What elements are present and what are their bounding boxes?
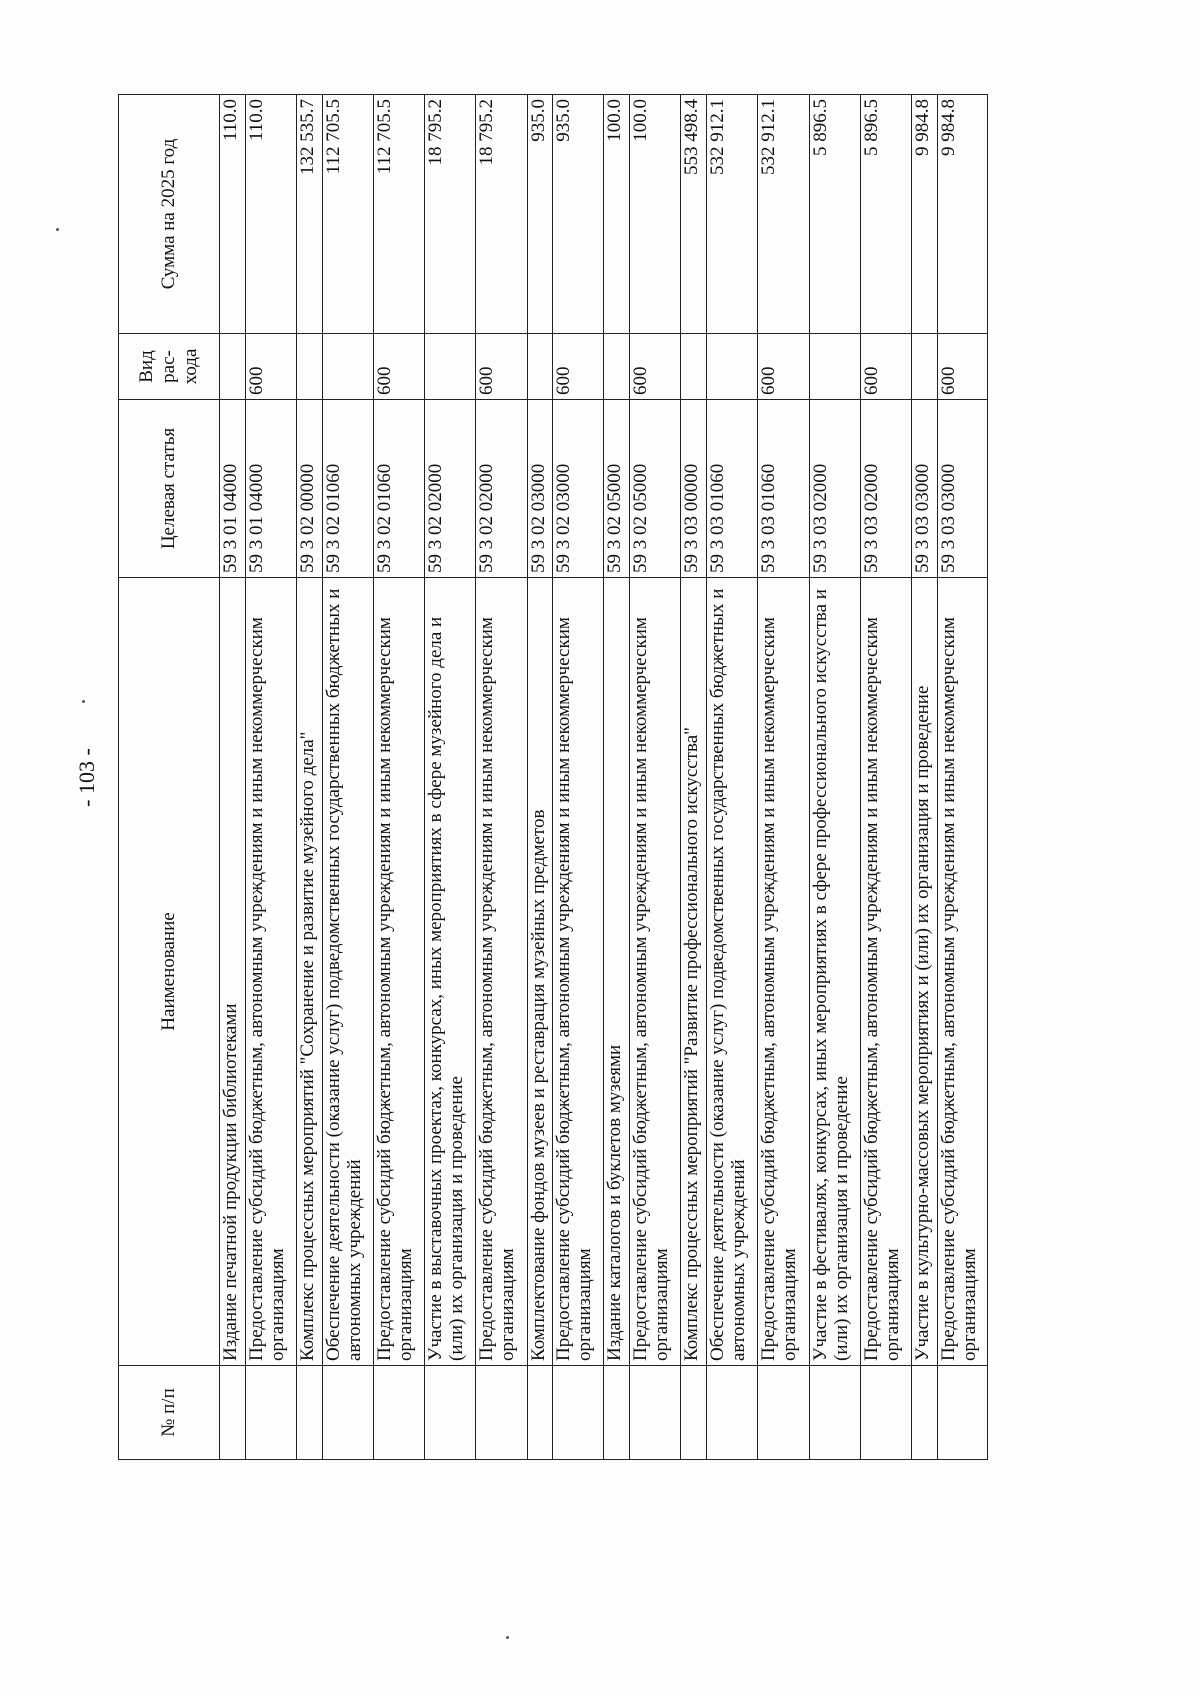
cell-target: 59 3 03 01060 [706, 400, 757, 578]
cell-num [809, 1366, 860, 1460]
cell-vid [604, 334, 630, 400]
cell-sum: 9 984.8 [912, 95, 938, 334]
cell-sum: 100.0 [630, 95, 681, 334]
cell-target: 59 3 03 00000 [681, 400, 707, 578]
cell-sum: 18 795.2 [425, 95, 476, 334]
table-row [758, 95, 809, 1460]
cell-vid: 600 [476, 334, 527, 400]
header-target: Целевая статья [119, 400, 220, 578]
cell-vid [527, 334, 553, 400]
cell-sum: 935.0 [527, 95, 553, 334]
cell-target: 59 3 03 02000 [860, 400, 911, 578]
cell-name: Предоставление субсидий бюджетным, автономным учреждениям и иным некоммерческим организациям [937, 578, 987, 1366]
cell-sum: 532 912.1 [706, 95, 757, 334]
cell-num [604, 1366, 630, 1460]
header-vid: Вид рас-хода [119, 334, 220, 400]
header-num: № п/п [119, 1366, 220, 1460]
cell-target: 59 3 02 01060 [322, 400, 373, 578]
cell-sum: 935.0 [553, 95, 604, 334]
cell-sum: 9 984.8 [937, 95, 987, 334]
cell-num [296, 1366, 322, 1460]
cell-num [681, 1366, 707, 1460]
cell-sum: 18 795.2 [476, 95, 527, 334]
cell-num [912, 1366, 938, 1460]
page-number: - 103 - [74, 748, 99, 807]
table-row [912, 95, 938, 1460]
cell-num [860, 1366, 911, 1460]
cell-num [758, 1366, 809, 1460]
cell-target: 59 3 01 04000 [245, 400, 296, 578]
cell-vid: 600 [553, 334, 604, 400]
cell-sum: 5 896.5 [809, 95, 860, 334]
table-row [322, 95, 373, 1460]
table-row [809, 95, 860, 1460]
cell-num [937, 1366, 987, 1460]
cell-vid: 600 [758, 334, 809, 400]
cell-num [220, 1366, 246, 1460]
cell-name: Предоставление субсидий бюджетным, автономным учреждениям и иным некоммерческим организациям [758, 578, 809, 1366]
table-row [604, 95, 630, 1460]
cell-vid: 600 [630, 334, 681, 400]
table-row [630, 95, 681, 1460]
cell-vid [681, 334, 707, 400]
cell-sum: 110.0 [245, 95, 296, 334]
cell-name: Предоставление субсидий бюджетным, автономным учреждениям и иным некоммерческим организациям [373, 578, 424, 1366]
cell-name: Обеспечение деятельности (оказание услуг) подведомственных государственных бюджетных и автономных учреждений [322, 578, 373, 1366]
cell-num [476, 1366, 527, 1460]
cell-vid: 600 [860, 334, 911, 400]
cell-sum: 532 912.1 [758, 95, 809, 334]
cell-sum: 5 896.5 [860, 95, 911, 334]
header-sum: Сумма на 2025 год [119, 95, 220, 334]
cell-name: Предоставление субсидий бюджетным, автономным учреждениям и иным некоммерческим организациям [476, 578, 527, 1366]
table-row [681, 95, 707, 1460]
table-row [245, 95, 296, 1460]
cell-target: 59 3 02 03000 [553, 400, 604, 578]
cell-sum: 112 705.5 [373, 95, 424, 334]
cell-vid: 600 [373, 334, 424, 400]
cell-vid: 600 [937, 334, 987, 400]
cell-name: Предоставление субсидий бюджетным, автономным учреждениям и иным некоммерческим организациям [630, 578, 681, 1366]
cell-name: Предоставление субсидий бюджетным, автономным учреждениям и иным некоммерческим организациям [553, 578, 604, 1366]
cell-sum: 132 535.7 [296, 95, 322, 334]
table-row [296, 95, 322, 1460]
cell-vid [322, 334, 373, 400]
cell-sum: 110.0 [220, 95, 246, 334]
cell-vid [425, 334, 476, 400]
table-row [860, 95, 911, 1460]
cell-sum: 553 498.4 [681, 95, 707, 334]
table-row [476, 95, 527, 1460]
cell-target: 59 3 02 02000 [476, 400, 527, 578]
cell-num [373, 1366, 424, 1460]
table-row [527, 95, 553, 1460]
cell-vid [296, 334, 322, 400]
table-row [373, 95, 424, 1460]
cell-target: 59 3 03 03000 [937, 400, 987, 578]
cell-name: Предоставление субсидий бюджетным, автономным учреждениям и иным некоммерческим организациям [245, 578, 296, 1366]
cell-target: 59 3 02 05000 [604, 400, 630, 578]
cell-vid [912, 334, 938, 400]
table-header-row [119, 95, 220, 1460]
cell-target: 59 3 03 02000 [809, 400, 860, 578]
cell-target: 59 3 01 04000 [220, 400, 246, 578]
table-row [425, 95, 476, 1460]
cell-target: 59 3 02 05000 [630, 400, 681, 578]
cell-target: 59 3 02 03000 [527, 400, 553, 578]
cell-name: Комплектование фондов музеев и реставрация музейных предметов [527, 578, 553, 1366]
table-row [220, 95, 246, 1460]
cell-target: 59 3 03 03000 [912, 400, 938, 578]
cell-name: Издание печатной продукции библиотеками [220, 578, 246, 1366]
scan-speck [56, 228, 59, 231]
cell-vid [809, 334, 860, 400]
cell-name: Комплекс процессных мероприятий "Сохранение и развитие музейного дела" [296, 578, 322, 1366]
cell-target: 59 3 02 02000 [425, 400, 476, 578]
cell-num [553, 1366, 604, 1460]
cell-num [527, 1366, 553, 1460]
cell-vid: 600 [245, 334, 296, 400]
cell-vid [220, 334, 246, 400]
header-name: Наименование [119, 578, 220, 1366]
cell-sum: 112 705.5 [322, 95, 373, 334]
budget-table [118, 94, 988, 1460]
cell-vid [706, 334, 757, 400]
cell-name: Предоставление субсидий бюджетным, автономным учреждениям и иным некоммерческим организациям [860, 578, 911, 1366]
cell-num [245, 1366, 296, 1460]
table-row [706, 95, 757, 1460]
cell-name: Участие в фестивалях, конкурсах, иных мероприятиях в сфере профессионального искусства и (или) их организация и проведение [809, 578, 860, 1366]
cell-target: 59 3 02 00000 [296, 400, 322, 578]
rotated-table-block [74, 95, 988, 1460]
cell-name: Комплекс процессных мероприятий "Развитие профессионального искусства" [681, 578, 707, 1366]
cell-num [706, 1366, 757, 1460]
scan-speck [506, 1636, 509, 1639]
cell-target: 59 3 02 01060 [373, 400, 424, 578]
cell-name: Участие в выставочных проектах, конкурсах, иных мероприятиях в сфере музейного дела и (или) их организация и проведение [425, 578, 476, 1366]
cell-name: Издание каталогов и буклетов музеями [604, 578, 630, 1366]
cell-num [630, 1366, 681, 1460]
table-body [220, 95, 988, 1460]
cell-name: Участие в культурно-массовых мероприятиях и (или) их организация и проведение [912, 578, 938, 1366]
cell-name: Обеспечение деятельности (оказание услуг) подведомственных государственных бюджетных и автономных учреждений [706, 578, 757, 1366]
cell-target: 59 3 03 01060 [758, 400, 809, 578]
cell-sum: 100.0 [604, 95, 630, 334]
table-row [937, 95, 987, 1460]
cell-num [322, 1366, 373, 1460]
table-row [553, 95, 604, 1460]
cell-num [425, 1366, 476, 1460]
